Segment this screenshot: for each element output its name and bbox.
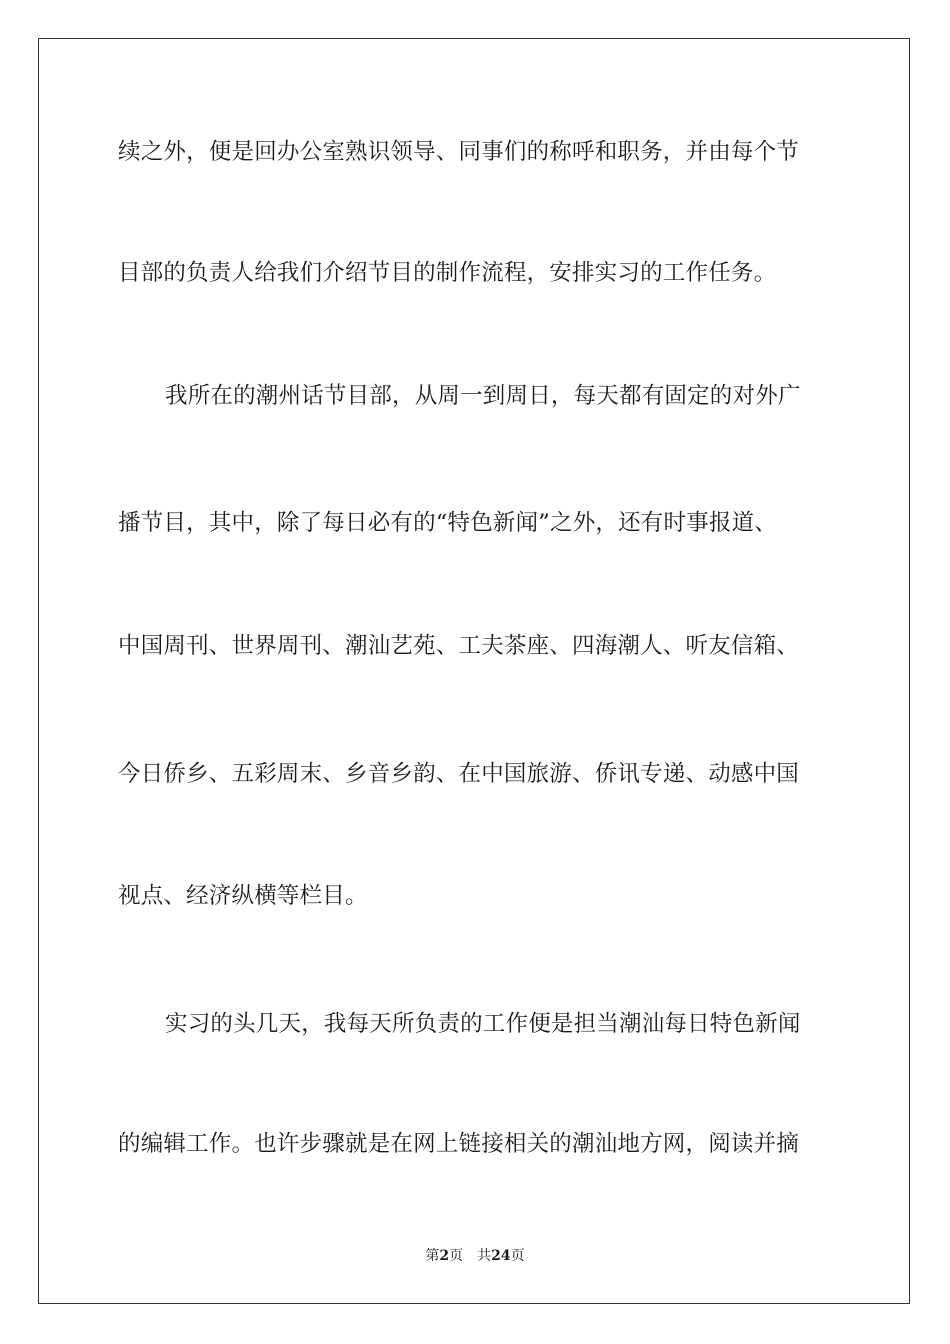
body-text-line: 今日侨乡、五彩周末、乡音乡韵、在中国旅游、侨讯专递、动感中国: [118, 761, 800, 787]
body-text-line: 实习的头几天，我每天所负责的工作便是担当潮汕每日特色新闻: [165, 1011, 801, 1037]
body-text-line: 我所在的潮州话节目部，从周一到周日，每天都有固定的对外广: [165, 383, 801, 409]
page-number: 2: [439, 1248, 450, 1264]
body-text-line: 播节目，其中，除了每日必有的“特色新闻”之外，还有时事报道、: [118, 510, 778, 536]
page-prefix: 第: [425, 1248, 440, 1264]
total-pages: 24: [491, 1248, 511, 1264]
total-suffix: 页: [510, 1248, 525, 1264]
body-text-line: 中国周刊、世界周刊、潮汕艺苑、工夫茶座、四海潮人、听友信箱、: [118, 633, 800, 659]
total-prefix: 共: [477, 1248, 492, 1264]
page-footer: [0, 1246, 950, 1266]
body-text-line: 视点、经济纵横等栏目。: [118, 883, 368, 909]
page-border: [38, 38, 910, 1304]
page-suffix: 页: [449, 1248, 464, 1264]
body-text-line: 的编辑工作。也许步骤就是在网上链接相关的潮汕地方网，阅读并摘: [118, 1131, 800, 1157]
body-text-line: 目部的负责人给我们介绍节目的制作流程，安排实习的工作任务。: [118, 260, 777, 286]
body-text-line: 续之外，便是回办公室熟识领导、同事们的称呼和职务，并由每个节: [118, 139, 800, 165]
